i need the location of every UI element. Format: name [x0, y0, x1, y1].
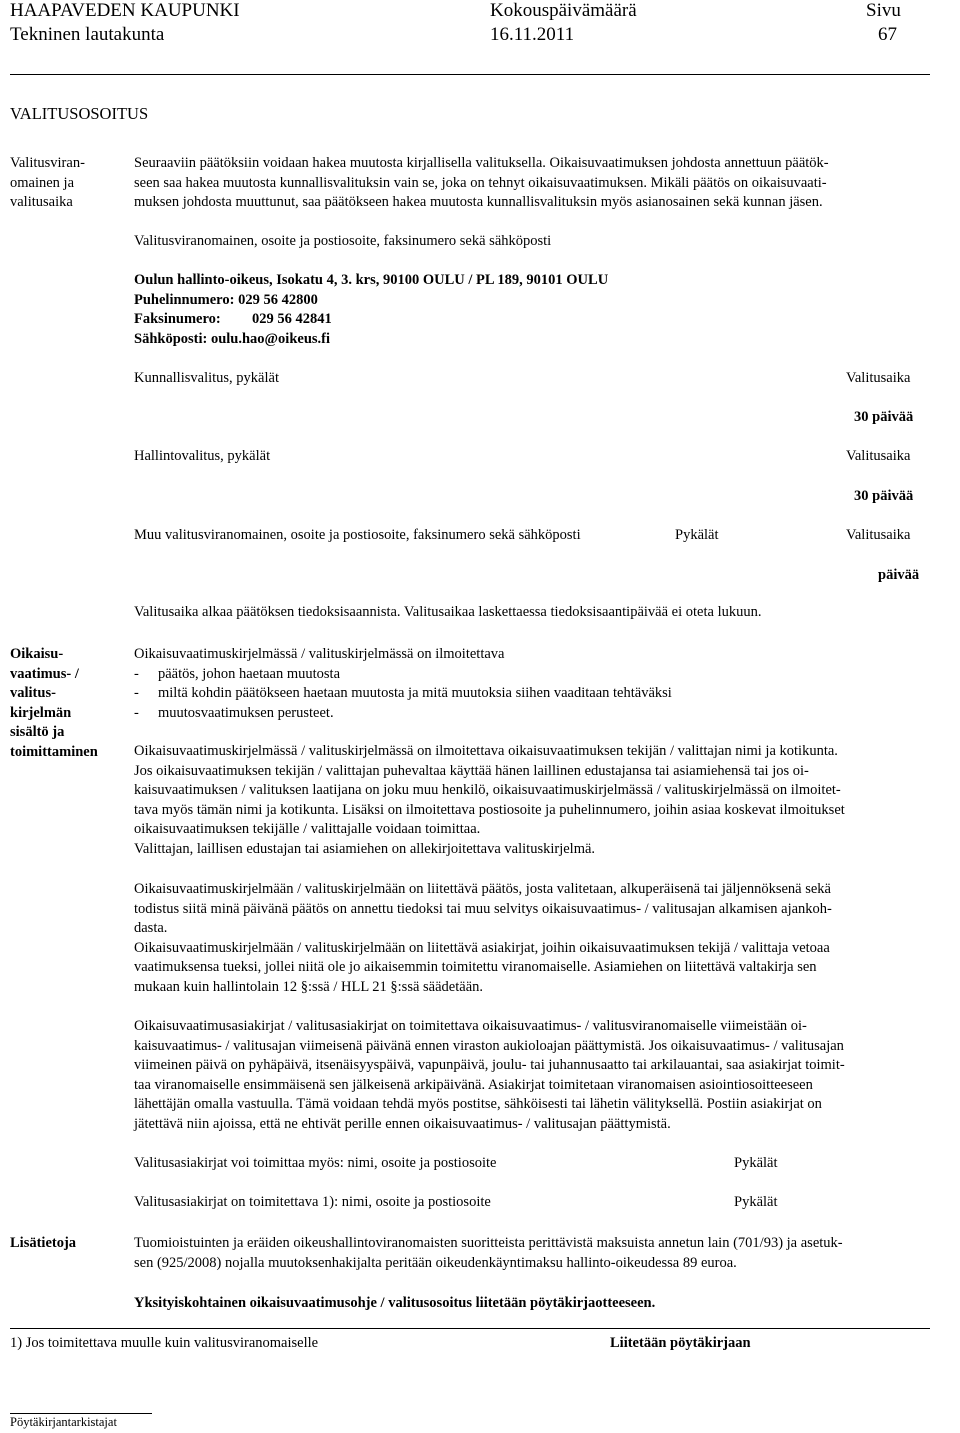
department-name: Tekninen lautakunta — [10, 24, 165, 45]
delivery-option-1: Valitusasiakirjat voi toimittaa myös: nimi, osoite ja postiosoite — [134, 1155, 497, 1171]
sections-label: Pykälät — [675, 527, 719, 543]
section-label-letter-content: Oikaisu- vaatimus- / valitus- kirjelmän sisältö ja toimittaminen — [10, 646, 98, 760]
page-label: Sivu — [866, 0, 901, 21]
appeal-period-label-1: Valitusaika — [846, 370, 911, 386]
appeal-period-value-3: päivää — [878, 567, 920, 583]
appellant-info-paragraph: Oikaisuvaatimuskirjelmässä / valituskirjelmässä on ilmoitettava oikaisuvaatimuksen tekijän / valittajan nimi ja kotikunta. Jos oikaisuvaatimuksen tekijän / valittajan puhevaltaa käyttää hänen laillinen edustajansa tai asiamiehensä tai jos oi- kaisuvaatimuksen / valituksen laatijana on joku muu henkilö, oikaisuvaatimuskirjelmässä / valituskirjelmässä on ilmoitet- tava myös tämän nimi ja kotikunta. Lisäksi on ilmoitettava postiosoite ja puhelinnumero, joihin asiaa koskevat ilmoitukset oikaisuvaatimuksen tekijälle / valittajalle voidaan toimittaa. Valittajan, laillisen edustajan tai asiamiehen on allekirjoitettava valituskirjelmä. — [134, 743, 845, 857]
signature-line — [10, 1413, 152, 1414]
court-email: Sähköposti: oulu.hao@oikeus.fi — [134, 331, 331, 347]
court-fax: 029 56 42841 — [252, 311, 332, 327]
section-label-appeal-authority: Valitusviran- omainen ja valitusaika — [10, 155, 85, 210]
delivery-paragraph: Oikaisuvaatimusasiakirjat / valitusasiakirjat on toimitettava oikaisuvaatimus- / valitusviranomaiselle viimeistään oi- kaisuvaatimus- / valitusajan viimeisenä päivänä ennen viraston aukiolоajan päättymistä. Jos oikaisuvaatimus- / valitusajan viimeinen päivä on pyhäpäivä, itsenäisyyspäivä, vapunpäivä, joulu- tai juhannusaatto tai arkilauantai, saa asiakirjat toimit- taa viranomaiselle ensimmäisenä sen jälkeisenä arkipäivänä. Asiakirjat toimitetaan viranomaisen asiointiosoitteeseen lähettäjän omalla vastuulla. Tämä voidaan tehdä myös postitse, sähköisesti tai lähetin välityksellä. Postiin asiakirjat on jätettävä niin ajoissa, että ne ehtivät perille ennen oikaisuvaatimus- / valitusajan päättymistä. — [134, 1018, 845, 1132]
list-item: - päätös, johon haetaan muutosta — [134, 666, 341, 682]
instructions-note: Yksityiskohtainen oikaisuvaatimusohje / valitusosoitus liitetään pöytäkirjaotteeseen. — [134, 1295, 656, 1311]
appeal-period-value-2: 30 päivää — [854, 488, 914, 504]
meeting-date-label: Kokouspäivämäärä — [490, 0, 637, 21]
delivery-option-1-sections: Pykälät — [734, 1155, 778, 1171]
appeal-period-label-2: Valitusaika — [846, 448, 911, 464]
document-title: VALITUSOSOITUS — [10, 104, 149, 123]
attachment-note: Liitetään pöytäkirjaan — [610, 1335, 751, 1351]
delivery-option-2: Valitusasiakirjat on toimitettava 1): nimi, osoite ja postiosoite — [134, 1194, 491, 1210]
court-phone: Puhelinnumero: 029 56 42800 — [134, 292, 318, 308]
court-address: Oulun hallinto-oikeus, Isokatu 4, 3. krs, 90100 OULU / PL 189, 90101 OULU — [134, 272, 609, 288]
administrative-appeal-label: Hallintovalitus, pykälät — [134, 448, 271, 464]
list-item: - miltä kohdin päätökseen haetaan muutosta ja mitä muutoksia siihen vaaditaan tehtäväksi — [134, 685, 672, 701]
appeal-period-note: Valitusaika alkaa päätöksen tiedoksisaannista. Valitusaikaa laskettaessa tiedoksisaantipäivää ei oteta lukuun. — [134, 604, 762, 620]
delivery-option-2-sections: Pykälät — [734, 1194, 778, 1210]
other-authority-label: Muu valitusviranomainen, osoite ja postiosoite, faksinumero sekä sähköposti — [134, 527, 581, 543]
list-item: - muutosvaatimuksen perusteet. — [134, 705, 334, 721]
municipal-appeal-label: Kunnallisvalitus, pykälät — [134, 370, 279, 386]
footer-divider — [10, 1328, 930, 1329]
court-fax-label: Faksinumero: — [134, 311, 221, 327]
reviewers-label: Pöytäkirjantarkistajat — [10, 1415, 117, 1429]
header-divider — [10, 74, 930, 75]
meeting-date: 16.11.2011 — [490, 24, 575, 45]
appeal-period-value-1: 30 päivää — [854, 409, 914, 425]
appeal-intro-paragraph: Seuraaviin päätöksiin voidaan hakea muutosta kirjallisella valituksella. Oikaisuvaatimuksen johdosta annettuun päätök- seen saa hakea muutosta kunnallisvalituksin vain se, joka on tehnyt oikaisuvaatimuksen. Mikäli päätös on oikaisuvaati- muksen johdosta muuttunut, saa päätökseen hakea muutosta kunnallisvalituksin myös asianosainen sekä kunnan jäsen. — [134, 155, 829, 210]
fees-paragraph: Tuomioistuinten ja eräiden oikeushallintoviranomaisten suoritteista perittävistä maksuista annetun lain (701/93) ja asetuk- sen (925/2008) nojalla muutoksenhakijalta peritään oikeudenkäyntimaksu hallinto-oikeudessa 89 euroa. — [134, 1235, 843, 1271]
letter-requirements-intro: Oikaisuvaatimuskirjelmässä / valituskirjelmässä on ilmoitettava — [134, 646, 505, 662]
section-label-additional-info: Lisätietoja — [10, 1235, 77, 1251]
authority-intro: Valitusviranomainen, osoite ja postiosoite, faksinumero sekä sähköposti — [134, 233, 552, 249]
page-number: 67 — [878, 24, 897, 45]
footnote: 1) Jos toimitettava muulle kuin valitusviranomaiselle — [10, 1335, 319, 1351]
organization-name: HAAPAVEDEN KAUPUNKI — [10, 0, 240, 21]
attachments-paragraph: Oikaisuvaatimuskirjelmään / valituskirjelmään on liitettävä päätös, josta valitetaan, alkuperäisenä tai jäljennöksenä sekä todistus siitä minä päivänä päätös on annettu tiedoksi tai muu selvitys oikaisuvaatimus- / valitusajan alkamisen ajankoh- dasta. Oikaisuvaatimuskirjelmään / valituskirjelmään on liitettävä asiakirjat, joihin oikaisuvaatimuksen tekijä / valittaja vetoaa vaatimuksensa tueksi, jollei niitä ole jo aikaisemmin toimitettu viranomaiselle. Asiamiehen on liitettävä valtakirja sen mukaan kuin hallintolain 12 §:ssä / HLL 21 §:ssä säädetään. — [134, 881, 832, 995]
appeal-period-label-3: Valitusaika — [846, 527, 911, 543]
